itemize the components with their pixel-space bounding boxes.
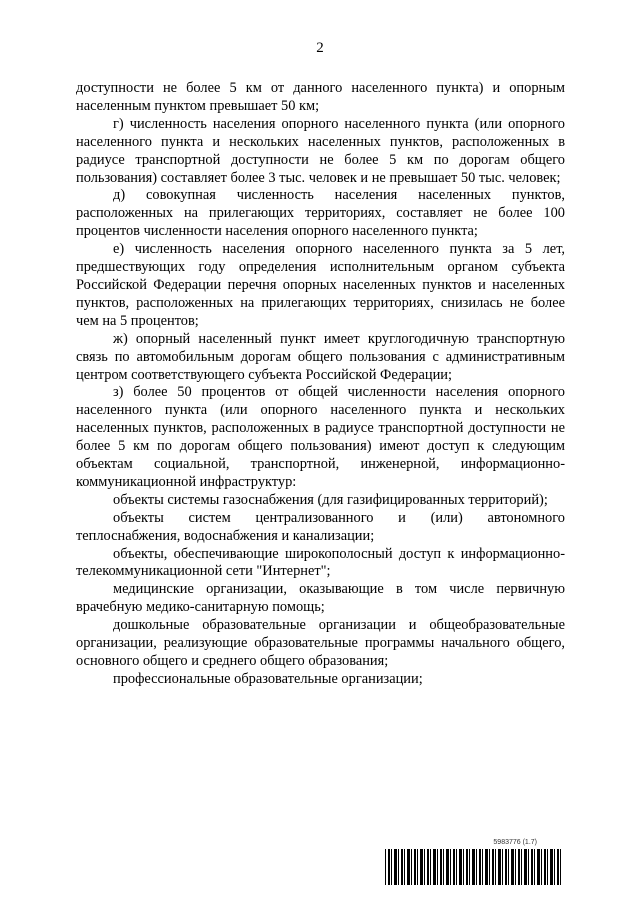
list-item-internet-access: объекты, обеспечивающие широкополосный доступ к информационно-телекоммуникационной сети "Интернет"; — [76, 545, 565, 580]
paragraph-item-e: е) численность населения опорного населенного пункта за 5 лет, предшествующих году определения исполнительным органом субъекта Российской Федерации перечня опорных населенных пунктов и населенных пунктов, расположенных на прилегающих территориях, снизилась не более чем на 5 процентов; — [76, 241, 565, 329]
paragraph-item-d: д) совокупная численность населения населенных пунктов, расположенных на прилегающих территориях, составляет не более 100 процентов численности населения опорного населенного пункта; — [76, 187, 565, 240]
document-body — [76, 80, 565, 689]
list-item-educational-organizations: дошкольные образовательные организации и общеобразовательные организации, реализующие образовательные программы начального общего, основного общего и среднего общего образования; — [76, 617, 565, 669]
page-number: 2 — [316, 40, 324, 56]
barcode-icon — [385, 849, 563, 885]
paragraph-continuation: доступности не более 5 км от данного населенного пункта) и опорным населенным пунктом превышает 50 км; — [76, 80, 565, 114]
list-item-professional-education: профессиональные образовательные организации; — [113, 670, 423, 687]
list-item-heat-water-supply: объекты систем централизованного и (или) автономного теплоснабжения, водоснабжения и канализации; — [76, 509, 565, 544]
list-item-medical-organizations: медицинские организации, оказывающие в том числе первичную врачебную медико-санитарную помощь; — [76, 581, 565, 616]
paragraph-item-zh: ж) опорный населенный пункт имеет круглогодичную транспортную связь по автомобильным дорогам общего пользования с административным центром соответствующего субъекта Российской Федерации; — [76, 330, 565, 383]
paragraph-item-g: г) численность населения опорного населенного пункта (или опорного населенного пункта и нескольких населенных пунктов, расположенных в радиусе транспортной доступности не более 5 км по дорогам общего пользования) составляет более 3 тыс. человек и не превышает 50 тыс. человек; — [76, 115, 565, 186]
document-code: 5983776 (1.7) — [493, 839, 537, 846]
document-footer — [385, 839, 563, 885]
list-item-gas-supply: объекты системы газоснабжения (для газифицированных территорий); — [113, 491, 548, 508]
paragraph-item-z: з) более 50 процентов от общей численности населения опорного населенного пункта (или опорного населенного пункта и нескольких населенных пунктов, расположенных в радиусе транспортной доступности не более 5 км по дорогам общего пользования) имеют доступ к следующим объектам социальной, транспортной, инженерной, информационно-коммуникационной инфраструктур: — [76, 384, 565, 490]
